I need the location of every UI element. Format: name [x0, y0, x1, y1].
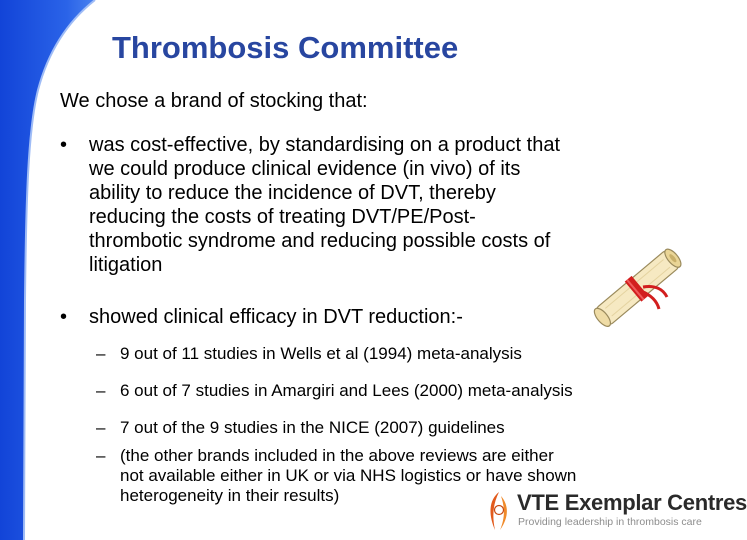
diploma-scroll-icon [585, 237, 690, 337]
slide-title: Thrombosis Committee [112, 30, 459, 65]
bullet-clinical-efficacy [60, 305, 660, 331]
sub-item-nice [96, 418, 696, 440]
vte-exemplar-logo [484, 490, 747, 532]
sub-item-text: 9 out of 11 studies in Wells et al (1994) meta-analysis [120, 344, 522, 363]
sub-item-marker: – [96, 381, 106, 400]
logo-name: VTE Exemplar Centres [517, 490, 747, 515]
sub-item-text: 7 out of the 9 studies in the NICE (2007) guidelines [120, 418, 505, 437]
sub-item-wells [96, 344, 696, 366]
bullet-text: showed clinical efficacy in DVT reduction:- [89, 306, 463, 328]
bullet-cost-effective [60, 133, 660, 283]
bullet-marker: • [60, 134, 68, 156]
bullet-text: was cost-effective, by standardising on a product that we could produce clinical evidence (in vivo) of its ability to reduce the incidence of DVT, thereby reducing the costs of treating DVT/PE/Post- thrombotic syndrome and reducing possible costs of litigation [89, 134, 561, 276]
sub-item-marker: – [96, 446, 106, 465]
sub-item-text: (the other brands included in the above reviews are either not available either in UK or via NHS logistics or have shown heterogeneity in their results) [120, 446, 577, 505]
sub-item-text: 6 out of 7 studies in Amargiri and Lees (2000) meta-analysis [120, 381, 573, 400]
sub-item-marker: – [96, 344, 106, 363]
sub-item-amargiri [96, 381, 696, 403]
vte-exemplar-logo-mark [484, 490, 514, 532]
sub-item-marker: – [96, 418, 106, 437]
bullet-marker: • [60, 306, 68, 328]
logo-tagline: Providing leadership in thrombosis care [518, 516, 702, 528]
intro-text: We chose a brand of stocking that: [60, 90, 368, 112]
